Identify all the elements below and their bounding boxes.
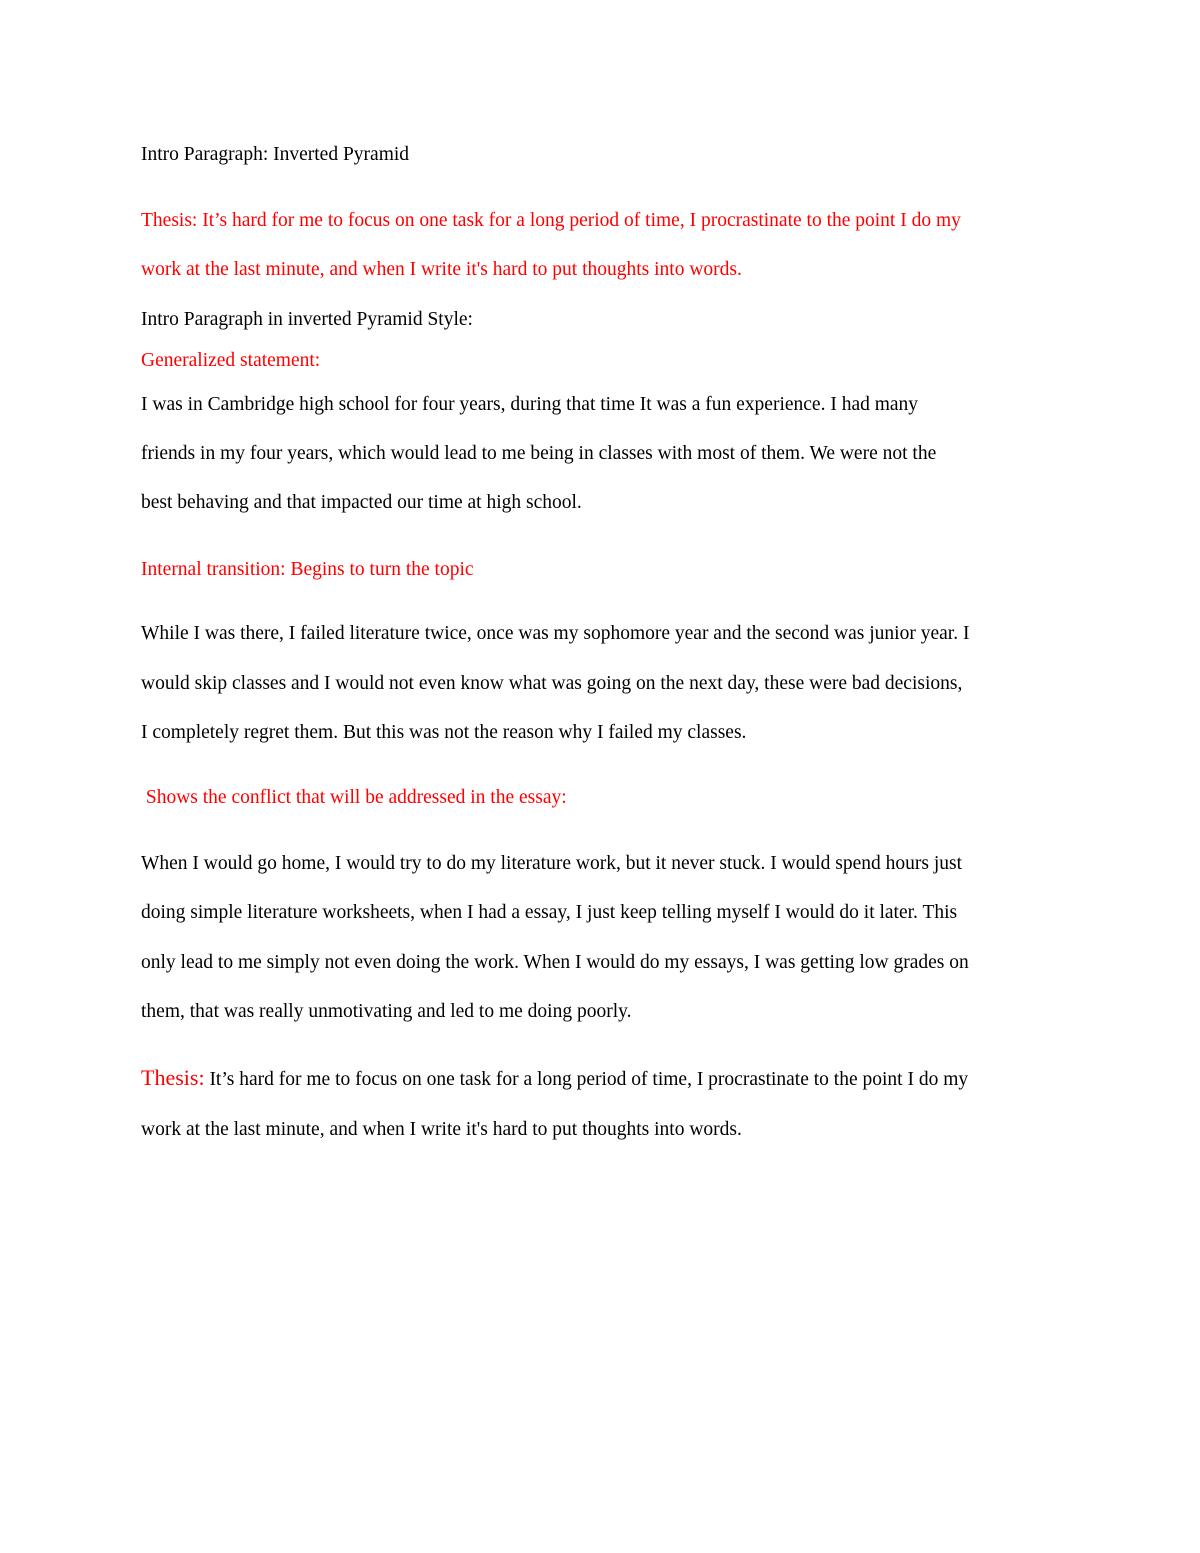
paragraph-1-line-3: best behaving and that impacted our time at high school. [141,492,582,513]
paragraph-3-line-4: them, that was really unmotivating and led to me doing poorly. [141,1001,632,1022]
paragraph-1-line-2: friends in my four years, which would lead to me being in classes with most of them. We were not the [141,443,937,464]
internal-transition-label: Internal transition: Begins to turn the topic [141,559,474,580]
paragraph-1-line-1: I was in Cambridge high school for four years, during that time It was a fun experience. I had many [141,394,919,415]
conflict-label: Shows the conflict that will be addressed in the essay: [141,787,567,808]
thesis-bottom-line-2: work at the last minute, and when I write it's hard to put thoughts into words. [141,1119,742,1140]
paragraph-3-line-2: doing simple literature worksheets, when I had a essay, I just keep telling myself I would do it later. This [141,902,958,923]
paragraph-3-line-3: only lead to me simply not even doing the work. When I would do my essays, I was getting low grades on [141,952,969,973]
paragraph-3-line-1: When I would go home, I would try to do my literature work, but it never stuck. I would spend hours just [141,853,963,874]
thesis-top-line-2: work at the last minute, and when I write it's hard to put thoughts into words. [141,259,742,280]
paragraph-2-line-3: I completely regret them. But this was not the reason why I failed my classes. [141,722,747,743]
thesis-bottom-label: Thesis: [141,1065,205,1090]
thesis-top-line-1: Thesis: It’s hard for me to focus on one task for a long period of time, I procrastinate to the point I do my [141,210,961,231]
thesis-bottom-line-1 [141,1066,968,1092]
document-heading: Intro Paragraph: Inverted Pyramid [141,144,410,165]
paragraph-2-line-1: While I was there, I failed literature twice, once was my sophomore year and the second was junior year. I [141,623,970,644]
generalized-statement-label: Generalized statement: [141,350,321,371]
paragraph-2-line-2: would skip classes and I would not even know what was going on the next day, these were bad decisions, [141,673,963,694]
subheading: Intro Paragraph in inverted Pyramid Style: [141,309,473,330]
thesis-bottom-line-1-text: It’s hard for me to focus on one task for a long period of time, I procrastinate to the point I do my [204,1069,969,1090]
